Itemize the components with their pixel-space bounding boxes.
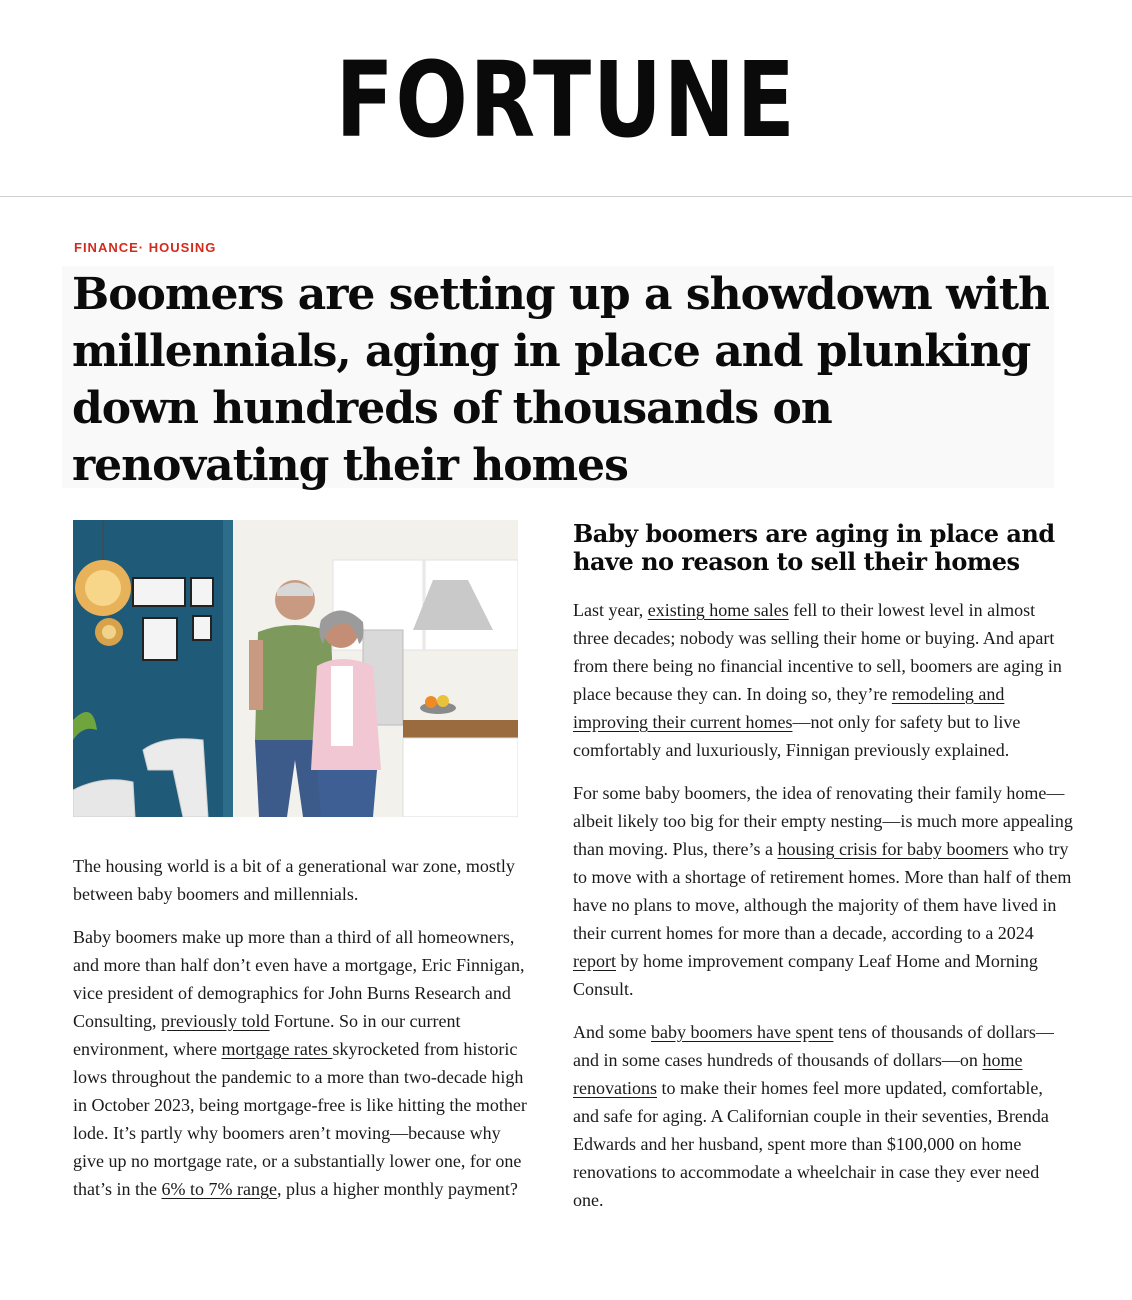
paragraph [573,779,1073,1003]
text-span: who try to move with a shortage of retirement homes. More than half of them have no plans to move, although the majority of them have lived in their current homes for more than a decade, according to a 2024 [573,839,1072,943]
link-home-renovations[interactable]: home renovations [573,1050,1023,1098]
link-rate-range[interactable]: 6% to 7% range [161,1179,277,1199]
link-previously-told[interactable]: previously told [161,1011,270,1031]
text-span: tens of thousands of dollars—and in some cases hundreds of thousands of dollars—on [573,1022,1054,1070]
couple-photo-icon [73,520,518,817]
link-existing-home-sales[interactable]: existing home sales [647,600,789,620]
link-mortgage-rates[interactable]: mortgage rates [221,1039,333,1059]
section-kicker[interactable]: FINANCE· HOUSING [74,240,217,255]
link-boomers-have-spent[interactable]: baby boomers have spent [651,1022,834,1042]
text-span: by home improvement company Leaf Home and Morning Consult. [573,951,1038,999]
article-photo [73,520,518,817]
text-span: fell to their lowest level in almost three decades; nobody was selling their home or buying. And apart from there being no financial incentive to sell, boomers are aging in place because they can. In doing so, they’re [573,600,1062,704]
text-span: skyrocketed from historic lows throughout the pandemic to a more than two-decade high in October 2023, being mortgage-free is like hitting the mother lode. It’s partly why boomers aren’t moving—because why give up no mortgage rate, or a substantially lower one, for one that’s in the [73,1039,527,1199]
paragraph [573,1018,1073,1214]
fortune-logo[interactable]: FORTUNE [335,39,797,161]
section-subheading: Baby boomers are aging in place and have no reason to sell their homes [573,519,1055,576]
article-headline: Boomers are setting up a showdown with millennials, aging in place and plunking down hundreds of thousands on renovating their homes [72,269,1050,491]
paragraph [73,923,533,1203]
text-span: to make their homes feel more updated, comfortable, and safe for aging. A Californian couple in their seventies, Brenda Edwards and her husband, spent more than $100,000 on home renovations to accommodate a wheelchair in case they ever need one. [573,1078,1049,1210]
text-span: , plus a higher monthly payment? [276,1179,518,1199]
paragraph: The housing world is a bit of a generational war zone, mostly between baby boomers and millennials. [73,856,515,904]
text-span: Fortune. So in our current environment, where [73,1011,461,1059]
text-span: —not only for safety but to live comfortably and luxuriously, Finnigan previously explained. [573,712,1021,760]
masthead [0,0,1132,197]
left-column [73,852,533,1218]
text-span: Baby boomers make up more than a third of all homeowners, and more than half don’t even have a mortgage, Eric Finnigan, vice president of demographics for John Burns Research and Consulting, [73,927,525,1031]
link-remodeling-homes[interactable]: remodeling and improving their current homes [573,684,1005,732]
paragraph [573,596,1073,764]
text-span: And some [573,1022,651,1042]
link-housing-crisis[interactable]: housing crisis for baby boomers [777,839,1009,859]
text-span: Last year, [573,600,648,620]
headline-block [62,266,1054,491]
right-column [573,520,1073,1229]
text-span: For some baby boomers, the idea of renovating their family home—albeit likely too big for their empty nesting—is much more appealing than moving. Plus, there’s a [573,783,1073,859]
link-report[interactable]: report [573,951,616,971]
